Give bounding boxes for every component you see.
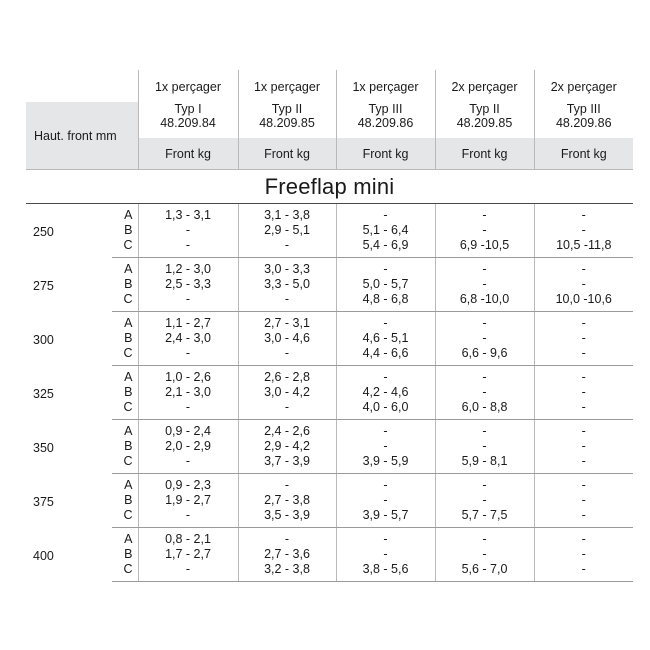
drill-label: 2x perçager (534, 70, 633, 102)
weight-range: - (138, 238, 238, 258)
weight-range: - (534, 346, 633, 366)
weight-range: - (138, 223, 238, 238)
table-row (26, 420, 633, 440)
weight-range: - (336, 204, 435, 224)
haut-front-label: Haut. front mm (26, 102, 138, 170)
table-row (26, 238, 633, 258)
weight-range: - (534, 400, 633, 420)
weight-range: - (435, 312, 534, 332)
front-height: 400 (33, 549, 54, 563)
weight-range: - (534, 385, 633, 400)
weight-range: - (336, 258, 435, 278)
weight-range: 5,7 - 7,5 (435, 508, 534, 528)
weight-range: - (534, 508, 633, 528)
weight-range: - (534, 331, 633, 346)
weight-range: - (336, 493, 435, 508)
drill-label: 1x perçager (336, 70, 435, 102)
weight-range: 5,0 - 5,7 (336, 277, 435, 292)
weight-range: - (138, 346, 238, 366)
table-row (26, 366, 633, 386)
weight-range: 10,0 -10,6 (534, 292, 633, 312)
weight-range: 4,6 - 5,1 (336, 331, 435, 346)
weight-range: - (435, 528, 534, 548)
weight-range: - (534, 277, 633, 292)
freeflap-table (26, 70, 633, 582)
table-row (26, 454, 633, 474)
weight-range: 0,9 - 2,3 (138, 474, 238, 494)
weight-range: - (138, 508, 238, 528)
weight-range: 2,1 - 3,0 (138, 385, 238, 400)
weight-range: 3,9 - 5,9 (336, 454, 435, 474)
table-row (26, 385, 633, 400)
weight-range: 1,9 - 2,7 (138, 493, 238, 508)
variant-letter: B (124, 385, 133, 399)
weight-range: 10,5 -11,8 (534, 238, 633, 258)
article-code: 48.209.85 (259, 116, 315, 130)
type-cell (238, 102, 336, 138)
weight-range: 2,6 - 2,8 (238, 366, 336, 386)
variant-letter: B (124, 547, 133, 561)
weight-range: - (435, 331, 534, 346)
type-name: Typ III (368, 102, 403, 116)
variant-letter: A (124, 424, 133, 438)
variant-letter: A (124, 478, 133, 492)
variant-letter: C (112, 238, 138, 258)
front-height: 300 (33, 333, 54, 347)
variant-letter: A (124, 370, 133, 384)
weight-range: 2,5 - 3,3 (138, 277, 238, 292)
weight-range: - (238, 528, 336, 548)
article-code: 48.209.84 (160, 116, 216, 130)
front-kg-label: Front kg (138, 138, 238, 170)
weight-range: - (435, 547, 534, 562)
variant-letter: C (112, 346, 138, 366)
variant-letter: B (124, 331, 133, 345)
variant-letter: A (124, 262, 133, 276)
table-row (26, 223, 633, 238)
weight-range: - (534, 312, 633, 332)
table-row (26, 258, 633, 278)
weight-range: - (238, 238, 336, 258)
type-name: Typ II (271, 102, 303, 116)
weight-range: 5,9 - 8,1 (435, 454, 534, 474)
weight-range: 6,9 -10,5 (435, 238, 534, 258)
weight-range: 1,2 - 3,0 (138, 258, 238, 278)
weight-range: - (435, 420, 534, 440)
weight-range: 6,8 -10,0 (435, 292, 534, 312)
weight-range: 2,7 - 3,8 (238, 493, 336, 508)
title-row (26, 170, 633, 204)
weight-range: 0,8 - 2,1 (138, 528, 238, 548)
variant-letter: A (124, 208, 133, 222)
table-row (26, 277, 633, 292)
variant-letter: A (124, 316, 133, 330)
weight-range: 3,9 - 5,7 (336, 508, 435, 528)
front-kg-label: Front kg (534, 138, 633, 170)
weight-range: 1,0 - 2,6 (138, 366, 238, 386)
weight-range: 2,7 - 3,1 (238, 312, 336, 332)
weight-range: 0,9 - 2,4 (138, 420, 238, 440)
type-name: Typ II (469, 102, 500, 116)
type-name: Typ III (566, 102, 601, 116)
weight-range: 3,7 - 3,9 (238, 454, 336, 474)
header-blank (26, 70, 138, 102)
article-code: 48.209.85 (456, 116, 513, 130)
type-cell (336, 102, 435, 138)
weight-range: 4,2 - 4,6 (336, 385, 435, 400)
weight-range: - (138, 454, 238, 474)
weight-range: 3,1 - 3,8 (238, 204, 336, 224)
weight-range: 2,0 - 2,9 (138, 439, 238, 454)
weight-range: - (435, 474, 534, 494)
table-row (26, 547, 633, 562)
weight-range: - (534, 454, 633, 474)
weight-range: - (336, 528, 435, 548)
weight-range: 4,0 - 6,0 (336, 400, 435, 420)
weight-range: - (138, 400, 238, 420)
weight-range: - (435, 385, 534, 400)
weight-range: - (435, 258, 534, 278)
weight-range: - (238, 346, 336, 366)
front-kg-label: Front kg (435, 138, 534, 170)
weight-range: 2,4 - 3,0 (138, 331, 238, 346)
table-row (26, 562, 633, 582)
variant-letter: C (112, 562, 138, 582)
drill-label: 2x perçager (435, 70, 534, 102)
front-height: 350 (33, 441, 54, 455)
weight-range: - (435, 366, 534, 386)
drill-label: 1x perçager (138, 70, 238, 102)
weight-range: - (534, 493, 633, 508)
front-height: 325 (33, 387, 54, 401)
weight-range: - (534, 366, 633, 386)
table-row (26, 204, 633, 224)
front-height: 250 (33, 225, 54, 240)
weight-range: 3,0 - 4,2 (238, 385, 336, 400)
weight-range: 3,8 - 5,6 (336, 562, 435, 582)
front-height: 275 (33, 279, 54, 293)
table-row (26, 292, 633, 312)
header-drill-row (26, 70, 633, 102)
weight-range: 6,0 - 8,8 (435, 400, 534, 420)
weight-range: - (336, 312, 435, 332)
weight-range: - (534, 439, 633, 454)
article-code: 48.209.86 (357, 116, 414, 130)
weight-range: 5,6 - 7,0 (435, 562, 534, 582)
weight-range: - (435, 223, 534, 238)
table-row (26, 493, 633, 508)
table-row (26, 528, 633, 548)
weight-range: - (534, 258, 633, 278)
weight-range: - (534, 204, 633, 224)
table-row (26, 474, 633, 494)
table-title: Freeflap mini (26, 170, 633, 204)
spec-sheet (26, 70, 633, 582)
weight-range: 3,0 - 4,6 (238, 331, 336, 346)
weight-range: - (534, 474, 633, 494)
table-row (26, 439, 633, 454)
weight-range: 4,8 - 6,8 (336, 292, 435, 312)
weight-range: - (336, 547, 435, 562)
weight-range: 6,6 - 9,6 (435, 346, 534, 366)
weight-range: - (336, 420, 435, 440)
weight-range: 3,2 - 3,8 (238, 562, 336, 582)
variant-letter: C (112, 400, 138, 420)
type-cell (435, 102, 534, 138)
type-cell (138, 102, 238, 138)
weight-range: - (435, 204, 534, 224)
front-kg-label: Front kg (238, 138, 336, 170)
weight-range: - (138, 562, 238, 582)
weight-range: 1,7 - 2,7 (138, 547, 238, 562)
weight-range: 3,0 - 3,3 (238, 258, 336, 278)
drill-label: 1x perçager (238, 70, 336, 102)
weight-range: - (435, 277, 534, 292)
weight-range: - (534, 547, 633, 562)
variant-letter: C (112, 454, 138, 474)
table-row (26, 346, 633, 366)
variant-letter: B (124, 277, 133, 291)
table-row (26, 400, 633, 420)
variant-letter: B (124, 223, 133, 237)
weight-range: - (534, 420, 633, 440)
variant-letter: B (124, 493, 133, 507)
variant-letter: B (124, 439, 133, 453)
weight-range: - (534, 223, 633, 238)
weight-range: 2,9 - 4,2 (238, 439, 336, 454)
weight-range: - (534, 562, 633, 582)
variant-letter: C (112, 292, 138, 312)
weight-range: 5,1 - 6,4 (336, 223, 435, 238)
type-cell (534, 102, 633, 138)
weight-range: 5,4 - 6,9 (336, 238, 435, 258)
table-row (26, 312, 633, 332)
table-row (26, 508, 633, 528)
header-type-row (26, 102, 633, 138)
weight-range: 4,4 - 6,6 (336, 346, 435, 366)
variant-letter: A (124, 532, 133, 546)
front-height: 375 (33, 495, 54, 509)
front-kg-label: Front kg (336, 138, 435, 170)
weight-range: 3,5 - 3,9 (238, 508, 336, 528)
weight-range: - (534, 528, 633, 548)
weight-range: - (238, 474, 336, 494)
weight-range: - (435, 439, 534, 454)
weight-range: - (138, 292, 238, 312)
weight-range: - (238, 400, 336, 420)
table-row (26, 331, 633, 346)
weight-range: 1,1 - 2,7 (138, 312, 238, 332)
type-name: Typ I (174, 102, 202, 116)
weight-range: - (336, 439, 435, 454)
variant-letter: C (112, 508, 138, 528)
weight-range: - (238, 292, 336, 312)
weight-range: 3,3 - 5,0 (238, 277, 336, 292)
weight-range: 2,9 - 5,1 (238, 223, 336, 238)
weight-range: 1,3 - 3,1 (138, 204, 238, 224)
weight-range: 2,7 - 3,6 (238, 547, 336, 562)
weight-range: 2,4 - 2,6 (238, 420, 336, 440)
weight-range: - (336, 474, 435, 494)
article-code: 48.209.86 (555, 116, 612, 130)
weight-range: - (336, 366, 435, 386)
weight-range: - (435, 493, 534, 508)
